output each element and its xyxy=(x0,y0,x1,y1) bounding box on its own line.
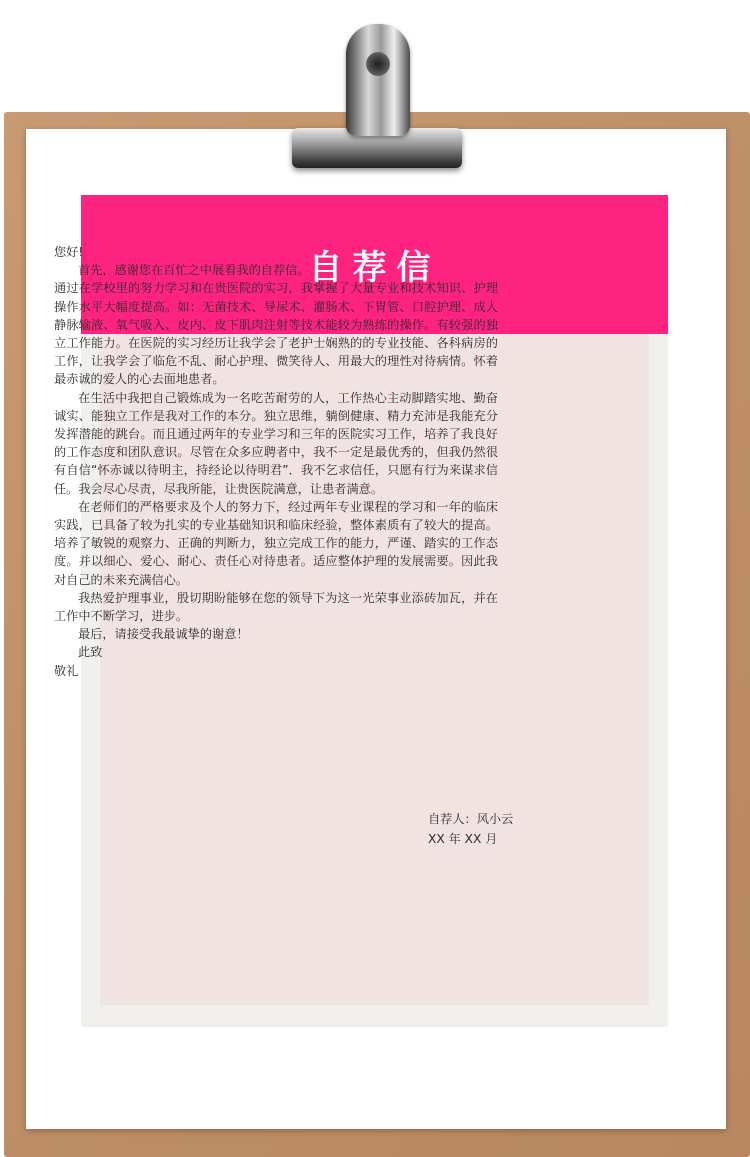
letter-closing: 此致 xyxy=(78,645,103,660)
letter-salute: 敬礼 xyxy=(54,663,79,678)
letter-paragraph-2: 通过在学校里的努力学习和在贵医院的实习，我掌握了大量专业和技术知识、护理操作水平大幅度提高。如：无菌技术、导尿术、灌肠术、下胃管、口腔护理、成人静脉输液、氧气吸入、皮内、皮下肌肉注射等技术能较为熟练的操作。有较强的独立工作能力。在医院的实习经历让我学会了老护士娴熟的的专业技能、各科病房的工作，让我学会了临危不乱、耐心护理、微笑待人、用最大的理性对待病情。怀着最赤诚的爱人的心去面地患者。 xyxy=(54,281,498,387)
page-title: 自荐信 xyxy=(308,248,441,288)
letter-content xyxy=(54,243,498,680)
signature-date: XX 年 XX 月 xyxy=(428,832,498,846)
letter-greeting: 您好! xyxy=(54,245,84,259)
letter-paragraph-6: 最后，请接受我最诚挚的谢意！ xyxy=(78,627,249,642)
clip-hole xyxy=(366,52,390,76)
letter-paragraph-5: 我热爱护理事业，殷切期盼能够在您的领导下为这一光荣事业添砖加瓦，并在工作中不断学习，进步。 xyxy=(54,590,498,624)
binder-clip-icon xyxy=(346,24,410,136)
letter-paragraph-4: 在老师们的严格要求及个人的努力下，经过两年专业课程的学习和一年的临床实践，已具备了较为扎实的专业基础知识和临床经验，整体素质有了较大的提高。培养了敏锐的观察力、正确的判断力，独立完成工作的能力，严谨、踏实的工作态度。并以细心、爱心、耐心、责任心对待患者。适应整体护理的发展需要。因此我对自己的未来充满信心。 xyxy=(54,499,498,587)
letter-paragraph-3: 在生活中我把自己锻炼成为一名吃苦耐劳的人，工作热心主动脚踏实地、勤奋诚实、能独立工作是我对工作的本分。独立思维，躺倒健康、精力充沛是我能充分发挥潜能的跳台。而且通过两年的专业学习和三年的医院实习工作，培养了我良好的工作态度和团队意识。尽管在众多应聘者中，我不一定是最优秀的，但我仍然很有自信“怀赤诚以待明主，持经论以待明君”．我不乞求信任，只愿有行为来谋求信任。我会尽心尽责，尽我所能，让贵医院满意，让患者满意。 xyxy=(54,390,498,496)
letter-paragraph-1: 首先，感谢您在百忙之中展看我的自荐信。 xyxy=(78,263,310,278)
signature: 自荐人：风小云 xyxy=(428,812,514,826)
